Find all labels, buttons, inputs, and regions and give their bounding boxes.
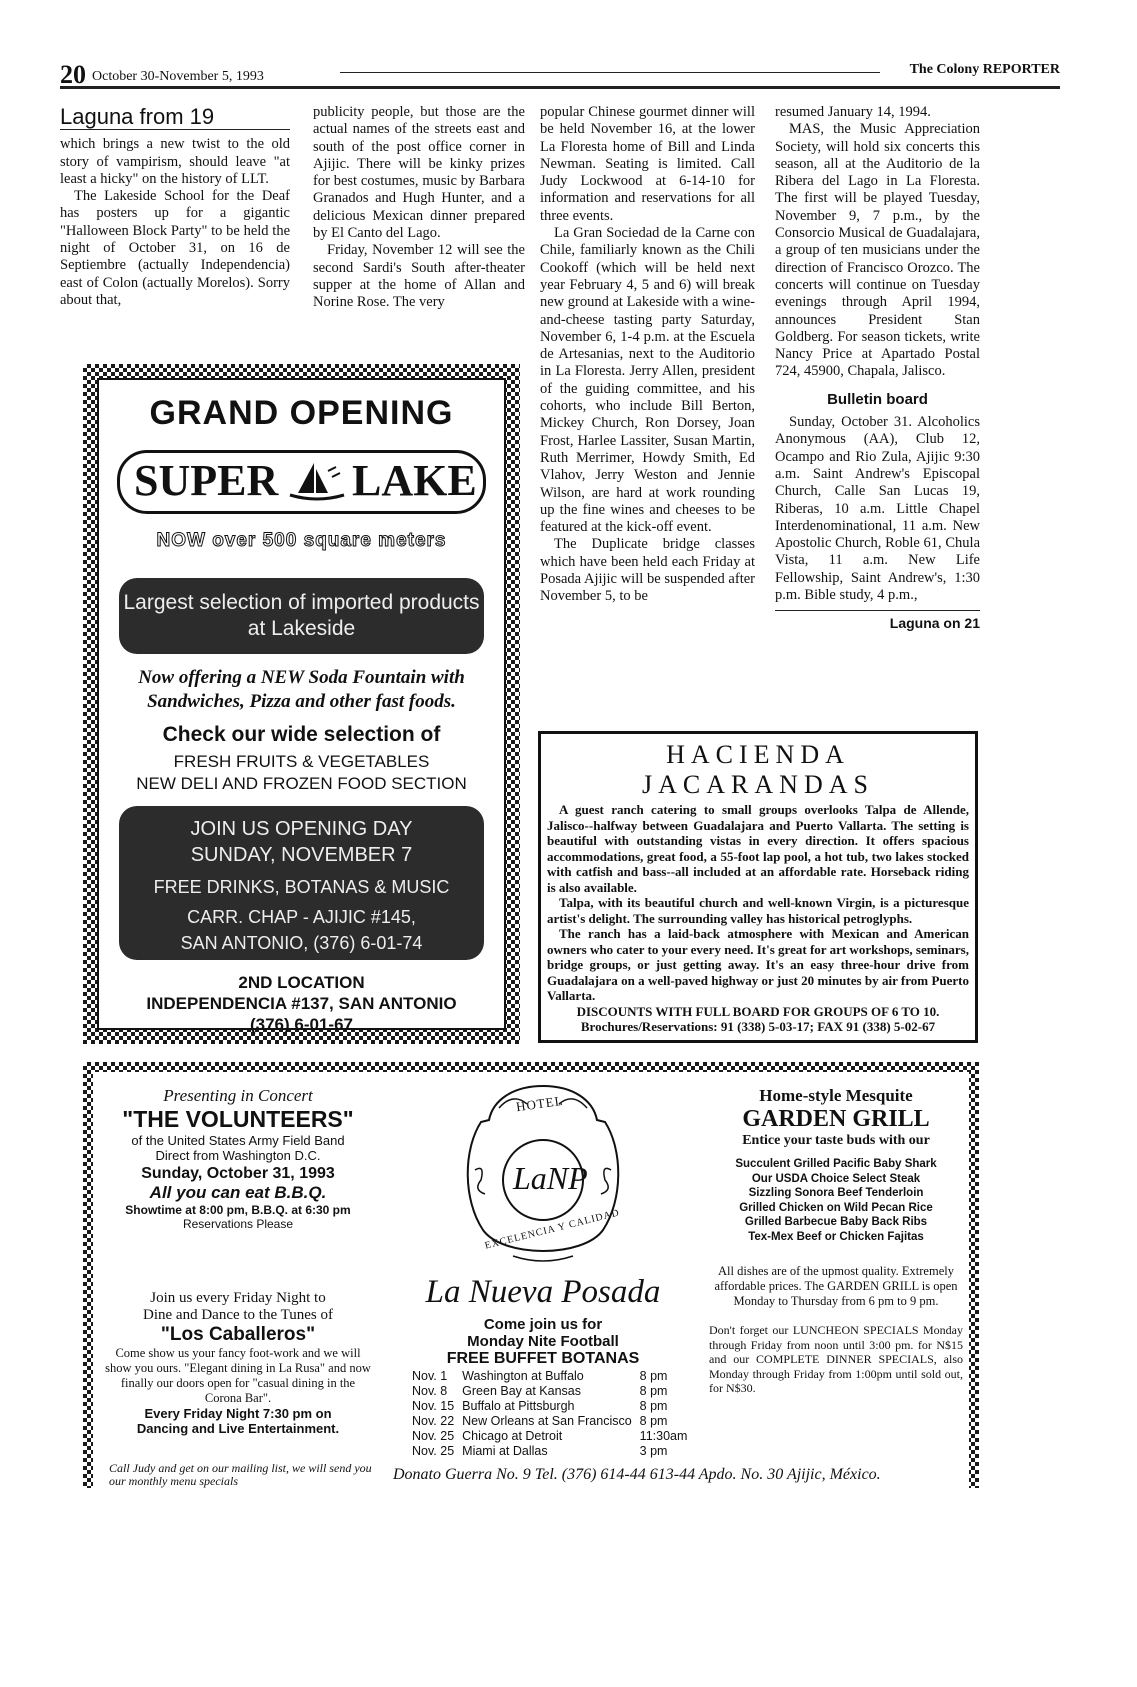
game-match: Green Bay at Kansas xyxy=(462,1384,581,1398)
mailing-list-note: Call Judy and get on our mailing list, we will send you our monthly menu specials xyxy=(109,1461,372,1488)
football-game-row xyxy=(408,1444,691,1459)
hacienda-paragraph: Talpa, with its beautiful church and well-known Virgin, is a picturesque artist's delight. The surrounding valley has historical petroglyphs. xyxy=(547,895,969,926)
free-drinks-line: FREE DRINKS, BOTANAS & MUSIC xyxy=(153,877,450,897)
article-paragraph: The Lakeside School for the Deaf has posters up for a gigantic "Halloween Block Party" to be held the night of October 31, on 16 de Septiembre (actually Independencia) east of Colon (actually Morelos). Sorry about that, xyxy=(60,188,290,308)
fresh-fruits-line: FRESH FRUITS & VEGETABLES xyxy=(173,752,430,771)
hotel-name: La Nueva Posada xyxy=(425,1274,661,1310)
article-paragraph: popular Chinese gourmet dinner will be held November 16, at the lower La Floresta home of Bill and Linda Newman. Seating is limited. Call Judy Lockwood at 6-14-10 for information and reservations for all three events. xyxy=(540,104,755,224)
game-time: 3 pm xyxy=(639,1444,668,1458)
friday-line-1: Join us every Friday Night to xyxy=(150,1290,326,1306)
game-match: Chicago at Detroit xyxy=(462,1429,563,1443)
friday-time: Every Friday Night 7:30 pm on xyxy=(144,1406,332,1421)
continued-jump-line: Laguna on 21 xyxy=(775,610,980,632)
wide-selection-heading: Check our wide selection of xyxy=(162,723,441,746)
football-schedule-body xyxy=(408,1369,691,1459)
logo-text-lake: LAKE xyxy=(352,456,477,505)
football-promo xyxy=(398,1316,688,1367)
friday-panel xyxy=(93,1284,383,1459)
concert-showtime: Showtime at 8:00 pm, B.B.Q. at 6:30 pm xyxy=(125,1203,351,1217)
second-location-phone: (376) 6-01-67 xyxy=(249,1015,353,1034)
grill-menu-item: Grilled Barbecue Baby Back Ribs xyxy=(744,1216,928,1228)
game-date: Nov. 1 xyxy=(412,1369,448,1383)
store-address-line: CARR. CHAP - AJIJIC #145, xyxy=(187,907,416,927)
opening-date-line: SUNDAY, NOVEMBER 7 xyxy=(190,844,413,866)
game-match: Miami at Dallas xyxy=(462,1444,548,1458)
game-date: Nov. 15 xyxy=(412,1399,455,1413)
football-schedule xyxy=(408,1369,691,1459)
football-game-row xyxy=(408,1369,691,1384)
concert-bbq: All you can eat B.B.Q. xyxy=(149,1183,327,1202)
grill-menu-list xyxy=(703,1157,969,1244)
page-number: 20 xyxy=(60,60,86,89)
game-date: Nov. 25 xyxy=(412,1429,455,1443)
hacienda-paragraph: The ranch has a laid-back atmosphere with Mexican and American owners who cater to your every need. It's great for art workshops, seminars, bridge groups, or just getting away. It's an easy three-hour drive from Guadalajara on a well-paved highway or just 20 minutes by air from Puerto Vallarta. xyxy=(547,926,969,1003)
friday-band-name: "Los Caballeros" xyxy=(160,1324,316,1345)
hacienda-body xyxy=(547,802,969,1035)
article-col-1 xyxy=(60,104,290,309)
game-time: 8 pm xyxy=(639,1384,668,1398)
soda-fountain-offer: Now offering a NEW Soda Fountain with Sandwiches, Pizza and other fast foods. xyxy=(138,667,465,712)
second-location-address: INDEPENDENCIA #137, SAN ANTONIO xyxy=(146,994,457,1013)
game-date: Nov. 8 xyxy=(412,1384,448,1398)
grill-panel xyxy=(703,1072,969,1459)
imported-products-banner xyxy=(119,578,484,654)
grill-name: GARDEN GRILL xyxy=(742,1106,930,1132)
game-time: 8 pm xyxy=(639,1369,668,1383)
seal-top-text: HOTEL xyxy=(515,1092,565,1115)
grill-quality: All dishes are of the upmost quality. Extremely affordable prices. The GARDEN GRILL is open Monday to Thursday from 6 pm to 9 pm. xyxy=(714,1264,958,1308)
article-paragraph: resumed January 14, 1994. xyxy=(775,104,931,120)
football-game-row xyxy=(408,1414,691,1429)
seal-bottom-text: EXCELENCIA Y CALIDAD xyxy=(483,1207,621,1252)
opening-day-line: JOIN US OPENING DAY xyxy=(190,818,413,840)
posada-footer xyxy=(93,1461,969,1488)
game-time: 8 pm xyxy=(639,1414,668,1428)
grill-line-1: Home-style Mesquite xyxy=(759,1086,913,1105)
hacienda-ad-inner xyxy=(547,734,969,1035)
article-paragraph: which brings a new twist to the old story of vampirism, should leave "at least a hicky" on the history of LLT. xyxy=(60,136,290,187)
hacienda-title: HACIENDA JACARANDAS xyxy=(642,740,874,799)
logo-text-super: SUPER xyxy=(134,456,279,505)
hacienda-contact: Brochures/Reservations: 91 (338) 5-03-17; FAX 91 (338) 5-02-67 xyxy=(580,1019,936,1034)
football-game-row xyxy=(408,1399,691,1414)
game-time: 8 pm xyxy=(639,1399,668,1413)
game-date: Nov. 22 xyxy=(412,1414,455,1428)
article-paragraph: MAS, the Music Appreciation Society, will hold six concerts this season, all at the Auditorio de la Ribera del Lago in La Floresta. The first will be played Tuesday, November 9, 7 p.m., by the Consorcio Musical de Guadalajara, a group of ten musicians under the direction of Francisco Orozco. The concerts will continue on Tuesday evenings through April 1994, announces President Stan Goldberg. For season tickets, write Nancy Price at Apartado Postal 724, 45900, Chapala, Jalisco. xyxy=(775,121,980,380)
store-phone-line: SAN ANTONIO, (376) 6-01-74 xyxy=(180,933,423,953)
posada-ad xyxy=(83,1062,979,1488)
football-line-1: Come join us for xyxy=(483,1316,603,1333)
sailboat-icon xyxy=(288,459,346,503)
publication-name: The Colony REPORTER xyxy=(909,62,1060,77)
concert-name: "THE VOLUNTEERS" xyxy=(122,1106,354,1132)
article-paragraph: Friday, November 12 will see the second Sardi's South after-theater supper at the home of Allan and Norine Rose. The very xyxy=(313,242,525,311)
grill-menu-item: Sizzling Sonora Beef Tenderloin xyxy=(748,1187,924,1199)
grand-opening-headline: GRAND OPENING xyxy=(149,394,454,432)
deli-section-line: NEW DELI AND FROZEN FOOD SECTION xyxy=(136,774,467,793)
game-match: New Orleans at San Francisco xyxy=(462,1414,632,1428)
friday-dance: Dancing and Live Entertainment. xyxy=(136,1421,340,1436)
superlake-ad-inner xyxy=(97,378,506,1034)
seal-monogram: LaNP xyxy=(513,1160,588,1196)
bulletin-board-heading: Bulletin board xyxy=(827,390,928,408)
page-header xyxy=(60,60,1060,89)
article-col-4 xyxy=(775,104,980,633)
football-line-3: FREE BUFFET BOTANAS xyxy=(446,1350,640,1367)
article-col-3 xyxy=(540,104,755,606)
hotel-panel xyxy=(398,1072,688,1459)
grill-menu-item: Grilled Chicken on Wild Pecan Rice xyxy=(739,1201,933,1214)
article-kicker: Laguna from 19 xyxy=(60,108,290,130)
header-rule xyxy=(340,72,880,73)
posada-ad-inner xyxy=(93,1072,969,1488)
game-match: Washington at Buffalo xyxy=(462,1369,584,1383)
friday-body: Come show us your fancy foot-work and we will show you ours. "Elegant dining in La Rusa" and now finally our doors open for "casual dining in the Corona Bar". xyxy=(105,1346,371,1405)
concert-intro: Presenting in Concert xyxy=(163,1086,313,1105)
article-col-2 xyxy=(313,104,525,312)
concert-band-line: of the United States Army Field Band xyxy=(131,1133,345,1148)
article-paragraph: La Gran Sociedad de la Carne con Chile, familiarly known as the Chili Cookoff (which will be held next year February 4, 5 and 6) will break new ground at Lakeside with a wine-and-cheese tasting party Saturday, November 6, 1-4 p.m. at the Escuela de Artesanias, next to the Auditorio in La Floresta. Jerry Allen, president of the guiding committee, and his cohorts, who include Bill Berton, Mickey Church, Ron Dorsey, Joan Frost, Harlee Lassiter, Susan Martin, Ruth Merrimer, Howdy Smith, Ed Vlahov, Jerry Weston and Jennie Wilson, are hard at work rounding up the fine wines and cheeses to be featured at the kick-off event. xyxy=(540,225,756,536)
issue-date: October 30-November 5, 1993 xyxy=(92,69,264,84)
friday-line-2: Dine and Dance to the Tunes of xyxy=(143,1307,333,1323)
superlake-logo xyxy=(117,450,486,514)
concert-date: Sunday, October 31, 1993 xyxy=(141,1165,335,1182)
game-match: Buffalo at Pittsburgh xyxy=(462,1399,575,1413)
imported-products-text: Largest selection of imported products at Lakeside xyxy=(123,591,480,640)
grill-lunch-specials: Don't forget our LUNCHEON SPECIALS Monday through Friday from noon until 3:00 pm. for N$15 and our COMPLETE DINNER SPECIALS, also Monday through Friday from 1:00pm until sold out, for N$30. xyxy=(709,1323,963,1395)
concert-reservations: Reservations Please xyxy=(182,1217,294,1231)
bulletin-paragraph: Sunday, October 31. Alcoholics Anonymous (AA), Club 12, Ocampo and Rio Zula, Ajijic 9:30 a.m. Saint Andrew's Episcopal Church, Calle San Lucas 19, Riberas, 10 a.m. Little Chapel Interdenominational, 11 a.m. New Apostolic Church, Roble 61, Chula Vista, 11 a.m. New Life Fellowship, Saint Andrew's, 1:30 p.m. Bible study, 4 p.m., xyxy=(775,414,980,604)
article-paragraph: The Duplicate bridge classes which have been held each Friday at Posada Ajijic will be suspended after November 5, to be xyxy=(540,536,755,605)
second-location-block xyxy=(99,972,504,1035)
football-game-row xyxy=(408,1429,691,1444)
football-game-row xyxy=(408,1384,691,1399)
size-tagline: NOW over 500 square meters xyxy=(156,530,447,551)
second-location-title: 2ND LOCATION xyxy=(238,973,365,992)
grill-entice: Entice your taste buds with our xyxy=(742,1133,930,1148)
hacienda-paragraph: A guest ranch catering to small groups overlooks Talpa de Allende, Jalisco--halfway between Guadalajara and Puerto Vallarta. The setting is beautiful with outstanding vistas in every direction. It offers spacious accommodations, great food, a 55-foot lap pool, a hot tub, two lakes stocked with catfish and bass--all included at an affordable rate. Horseback riding is also available. xyxy=(547,802,969,895)
football-line-2: Monday Nite Football xyxy=(467,1333,619,1350)
hacienda-ad xyxy=(538,731,978,1043)
concert-panel xyxy=(93,1072,383,1270)
concert-origin-line: Direct from Washington D.C. xyxy=(155,1148,321,1163)
grill-menu-item: Tex-Mex Beef or Chicken Fajitas xyxy=(748,1230,924,1243)
game-time: 11:30am xyxy=(639,1429,688,1443)
hotel-address: Donato Guerra No. 9 Tel. (376) 614-44 613-44 Apdo. No. 30 Ajijic, México. xyxy=(393,1466,881,1483)
superlake-ad xyxy=(83,364,520,1044)
grill-menu-item: Succulent Grilled Pacific Baby Shark xyxy=(735,1158,937,1170)
header-thick-rule xyxy=(60,86,1060,89)
article-paragraph: publicity people, but those are the actual names of the streets east and south of the post office corner in Ajijic. There will be kinky prizes for best costumes, music by Barbara Granados and Hugh Hunter, and a delicious Mexican dinner prepared by El Canto del Lago. xyxy=(313,104,525,242)
opening-day-banner xyxy=(119,806,484,960)
game-date: Nov. 25 xyxy=(412,1444,455,1458)
hacienda-discount: DISCOUNTS WITH FULL BOARD FOR GROUPS OF 6 TO 10. xyxy=(576,1003,940,1019)
grill-menu-item: Our USDA Choice Select Steak xyxy=(751,1172,921,1185)
